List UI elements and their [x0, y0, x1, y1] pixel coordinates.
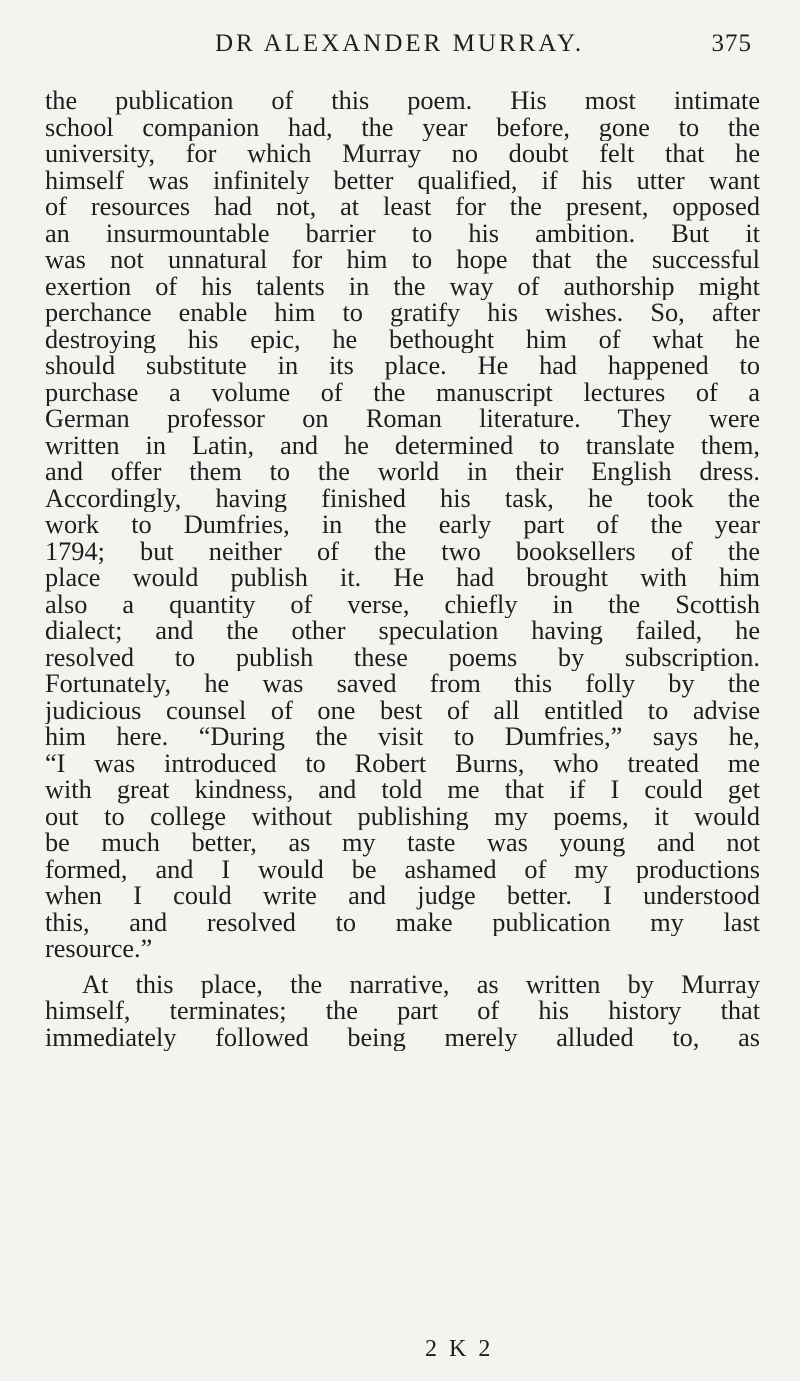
- text-line: work to Dumfries, in the early part of the year: [45, 512, 760, 539]
- text-line: of resources had not, at least for the present, opposed: [45, 194, 760, 221]
- text-line: resource.”: [45, 936, 153, 963]
- text-line: Accordingly, having finished his task, he took the: [45, 485, 760, 512]
- text-line: out to college without publishing my poems, it would: [45, 803, 760, 830]
- text-line: this, and resolved to make publication my last: [45, 909, 760, 936]
- text-line: school companion had, the year before, gone to the: [45, 114, 760, 141]
- text-line: himself, terminates; the part of his history that: [45, 998, 760, 1025]
- text-line: place would publish it. He had brought with him: [45, 565, 760, 592]
- body-text: [45, 88, 760, 1051]
- paragraph-2: [45, 972, 760, 1052]
- paragraph-gap: [45, 963, 760, 972]
- text-line: written in Latin, and he determined to translate them,: [45, 432, 760, 459]
- text-line: also a quantity of verse, chiefly in the Scottish: [45, 591, 760, 618]
- text-line: and offer them to the world in their English dress.: [45, 459, 760, 486]
- text-line: university, for which Murray no doubt felt that he: [45, 141, 760, 168]
- text-line: was not unnatural for him to hope that the successful: [45, 247, 760, 274]
- text-line: “I was introduced to Robert Burns, who treated me: [45, 750, 760, 777]
- text-line: with great kindness, and told me that if I could get: [45, 777, 760, 804]
- text-line: destroying his epic, he bethought him of what he: [45, 326, 760, 353]
- page-number: 375: [711, 30, 752, 57]
- text-line: resolved to publish these poems by subscription.: [45, 644, 760, 671]
- text-line: purchase a volume of the manuscript lectures of a: [45, 379, 760, 406]
- text-line: At this place, the narrative, as written by Murray: [82, 971, 760, 998]
- text-line: when I could write and judge better. I understood: [45, 883, 760, 910]
- text-line: should substitute in its place. He had happened to: [45, 353, 760, 380]
- text-line: him here. “During the visit to Dumfries,” says he,: [45, 724, 760, 751]
- running-title: DR ALEXANDER MURRAY.: [215, 30, 585, 57]
- text-line: immediately followed being merely alluded to, as: [45, 1024, 760, 1051]
- text-line: be much better, as my taste was young and not: [45, 830, 760, 857]
- text-line: judicious counsel of one best of all entitled to advise: [45, 697, 760, 724]
- text-line: exertion of his talents in the way of authorship might: [45, 273, 760, 300]
- signature-mark: 2 K 2: [425, 1336, 494, 1362]
- text-line: formed, and I would be ashamed of my productions: [45, 856, 760, 883]
- text-line: himself was infinitely better qualified, if his utter want: [45, 167, 760, 194]
- text-line: an insurmountable barrier to his ambition. But it: [45, 220, 760, 247]
- text-line: German professor on Roman literature. They were: [45, 406, 760, 433]
- text-line: 1794; but neither of the two booksellers of the: [45, 538, 760, 565]
- text-line: Fortunately, he was saved from this folly by the: [45, 671, 760, 698]
- text-line: the publication of this poem. His most intimate: [45, 88, 760, 115]
- paragraph-1: [45, 88, 760, 963]
- text-line: perchance enable him to gratify his wishes. So, after: [45, 300, 760, 327]
- text-line: dialect; and the other speculation having failed, he: [45, 618, 760, 645]
